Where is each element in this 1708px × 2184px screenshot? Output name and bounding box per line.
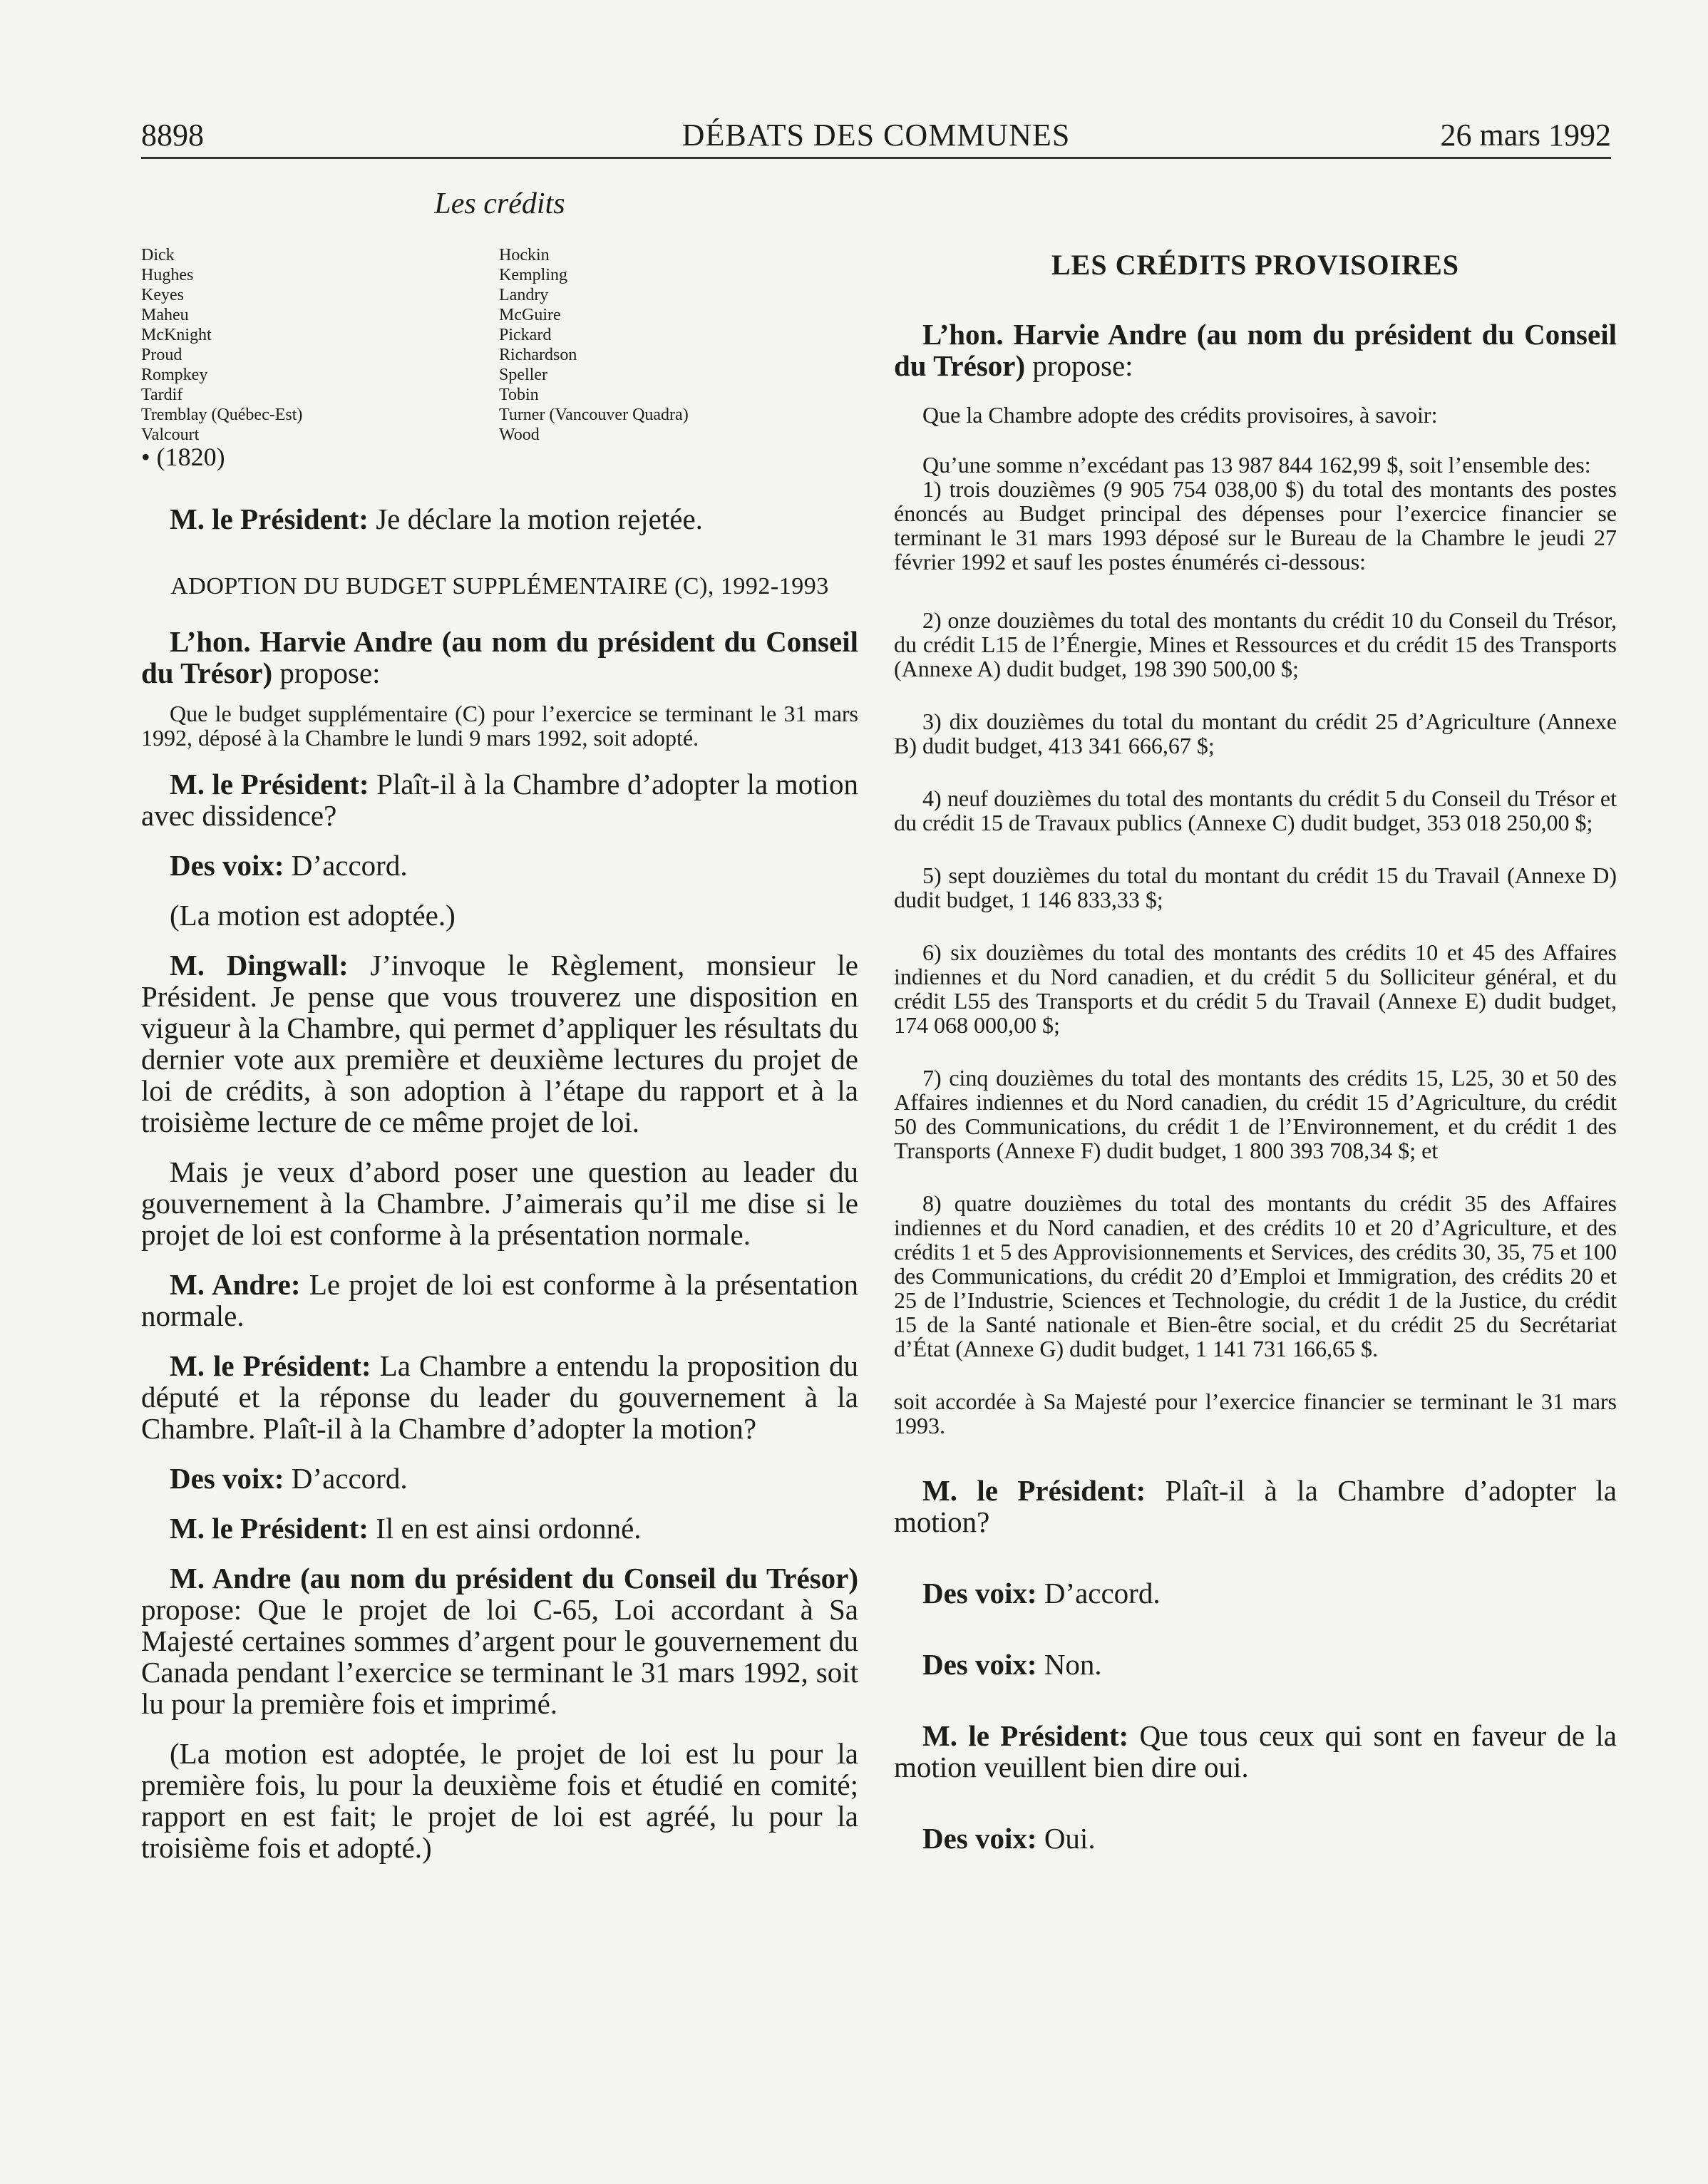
speaker: M. le Président: (170, 768, 369, 800)
speech-text: Non. (1036, 1648, 1102, 1681)
paragraph-9 (141, 1350, 858, 1444)
right-item-3: 3) dix douzièmes du total du montant du crédit 25 d’Agriculture (Annexe B) dudit budget, 413 341 666,67 $; (894, 709, 1617, 758)
vote-names (141, 187, 858, 444)
speaker: M. le Président: (170, 1512, 369, 1545)
publication-date: 26 mars 1992 (1440, 118, 1611, 153)
member-name: Keyes (141, 286, 184, 304)
member-name: Landry (499, 286, 549, 304)
speech-text: propose: (272, 656, 381, 689)
speaker: L’hon. Harvie Andre (au nom du président du Conseil du Trésor) (141, 625, 858, 689)
member-name: Tardif (141, 386, 183, 404)
speaker: M. le Président: (170, 1349, 371, 1382)
speaker: M. le Président: (922, 1474, 1146, 1507)
speaker: L’hon. Harvie Andre (au nom du président du Conseil du Trésor) (894, 318, 1617, 382)
paragraph-7: Mais je veux d’abord poser une question au leader du gouvernement à la Chambre. J’aimerais qu’il me dise si le projet de loi est conforme à la présentation normale. (141, 1155, 858, 1251)
speech-text: propose: (1025, 349, 1133, 382)
paragraph-3 (141, 768, 858, 831)
paragraph-13: (La motion est adoptée, le projet de loi est lu pour la première fois, lu pour la deuxième fois et étudié en comité; rapport en est fait; le projet de loi est agréé, lu pour la troisième fois et adopté.) (141, 1737, 858, 1864)
left-column (141, 187, 858, 1863)
member-name: McGuire (499, 306, 561, 324)
speaker: M. le Président: (922, 1719, 1129, 1752)
names-column-2 (499, 245, 689, 445)
speech-text: J’invoque le Règlement, monsieur le Président. Je pense que vous trouverez une disposition en vigueur à la Chambre, qui permet d’appliquer les résultats du dernier vote aux première et deuxième lectures du projet de loi de crédits, à son adoption à l’étape du rapport et à la troisième lecture de ce même projet de loi. (141, 949, 858, 1138)
paragraph-10 (141, 1463, 858, 1494)
right-paragraph-14 (894, 1649, 1617, 1680)
right-paragraph-grant: soit accordée à Sa Majesté pour l’exercice financier se terminant le 31 mars 1993. (894, 1389, 1617, 1438)
page-number: 8898 (141, 118, 204, 153)
right-paragraph-2: Que la Chambre adopte des crédits provisoires, à savoir: (922, 402, 1438, 428)
speaker: Des voix: (922, 1822, 1037, 1855)
right-paragraph-13 (894, 1577, 1617, 1609)
paragraph-12 (141, 1562, 858, 1719)
member-name: Richardson (499, 346, 577, 364)
paragraph-1 (141, 503, 858, 535)
member-name: Speller (499, 366, 547, 384)
section-heading: ADOPTION DU BUDGET SUPPLÉMENTAIRE (C), 1992-1993 (170, 573, 829, 599)
right-paragraph-16 (894, 1823, 1617, 1854)
speaker: M. Andre (au nom du président du Conseil du Trésor) (170, 1562, 858, 1595)
member-name: Maheu (141, 306, 189, 324)
publication-title: DÉBATS DES COMMUNES (681, 118, 1071, 153)
paragraph-8 (141, 1269, 858, 1331)
right-paragraph-1 (894, 319, 1617, 381)
speaker: Des voix: (922, 1577, 1037, 1609)
names-column-1 (141, 245, 302, 445)
speech-text: Plaît-il à la Chambre d’adopter la motion? (894, 1474, 1617, 1538)
speech-text: D’accord. (284, 1462, 408, 1495)
speaker: M. Dingwall: (170, 949, 349, 982)
speech-text: La Chambre a entendu la proposition du député et la réponse du leader du gouvernement à la Chambre. Plaît-il à la Chambre d’adopter la motion? (141, 1349, 859, 1445)
member-name: Tobin (499, 386, 539, 404)
member-name: Tremblay (Québec-Est) (141, 406, 303, 424)
member-name: Pickard (499, 326, 552, 344)
right-item-2: 2) onze douzièmes du total des montants du crédit 10 du Conseil du Trésor, du crédit L15 de l’Énergie, Mines et Ressources et du crédit 15 des Transports (Annexe A) dudit budget, 198 390 500,00 $; (894, 607, 1617, 681)
member-name: Proud (141, 346, 182, 364)
motion-quote: Que le budget supplémentaire (C) pour l’exercice se terminant le 31 mars 1992, déposé à la Chambre le lundi 9 mars 1992, soit adopté. (141, 701, 858, 751)
paragraph-4 (141, 850, 858, 881)
member-name: Wood (499, 426, 540, 444)
right-item-1: 1) trois douzièmes (9 905 754 038,00 $) du total des montants des postes énoncés au Budget principal des dépenses pour l’exercice financier se terminant le 31 mars 1993 déposé sur le Bureau de la Chambre le jeudi 27 février 1992 et sauf les postes énumérés ci-dessous: (894, 476, 1617, 575)
speech-text: D’accord. (284, 849, 408, 882)
speech-text: Je déclare la motion rejetée. (368, 503, 703, 535)
member-name: Kempling (499, 266, 567, 284)
speech-text: Que tous ceux qui sont en faveur de la motion veuillent bien dire oui. (894, 1719, 1617, 1783)
speaker: Des voix: (170, 849, 284, 882)
speech-text: propose: Que le projet de loi C-65, Loi accordant à Sa Majesté certaines sommes d’argent pour le gouvernement du Canada pendant l’exercice se terminant le 31 mars 1992, soit lu pour la première fois et imprimé. (141, 1593, 858, 1720)
time-marker: • (1820) (141, 443, 225, 471)
paragraph-2 (141, 626, 858, 689)
right-heading: LES CRÉDITS PROVISOIRES (1051, 249, 1460, 281)
right-item-6: 6) six douzièmes du total des montants des crédits 10 et 45 des Affaires indiennes et du Nord canadien, et du crédit 5 du Solliciteur général, et du crédit L55 des Transports et du crédit 5 du Travail (Annexe E) dudit budget, 174 068 000,00 $; (894, 939, 1617, 1038)
member-name: Hughes (141, 266, 194, 284)
credits-title: Les crédits (434, 187, 565, 220)
speech-text: Oui. (1036, 1822, 1096, 1855)
speech-text: Il en est ainsi ordonné. (368, 1512, 642, 1545)
speaker: Des voix: (170, 1462, 284, 1495)
member-name: McKnight (141, 326, 212, 344)
speech-text: Plaît-il à la Chambre d’adopter la motion avec dissidence? (141, 768, 858, 832)
right-paragraph-15 (894, 1720, 1617, 1783)
paragraph-5: (La motion est adoptée.) (170, 899, 456, 932)
member-name: Turner (Vancouver Quadra) (499, 406, 689, 424)
right-paragraph-3: Qu’une somme n’excédant pas 13 987 844 162,99 $, soit l’ensemble des: (922, 452, 1591, 478)
right-item-8: 8) quatre douzièmes du total des montants du crédit 35 des Affaires indiennes et du Nord canadien, et des crédits 10 et 20 d’Agriculture, et des crédits 1 et 5 des Approvisionnements et Services, des crédits 30, 35, 75 et 100 des Communications, du crédit 20 d’Emploi et Immigration, des crédits 20 et 25 de l’Industrie, Sciences et Technologie, du crédit 1 de la Justice, du crédit 15 de la Santé nationale et Bien-être social, et du crédit 25 du Secrétariat d’État (Annexe G) dudit budget, 1 141 731 166,65 $. (894, 1190, 1617, 1361)
right-column (894, 187, 1617, 1854)
speaker: M. le Président: (170, 503, 369, 535)
right-item-7: 7) cinq douzièmes du total des montants des crédits 15, L25, 30 et 50 des Affaires indiennes et du Nord canadien, du crédit 15 d’Agriculture, du crédit 50 des Communications, du crédit 1 de l’Environnement, et du crédit 1 des Transports (Annexe F) dudit budget, 1 800 393 708,34 $; et (894, 1065, 1617, 1163)
member-name: Rompkey (141, 366, 208, 384)
member-name: Dick (141, 246, 175, 264)
right-item-5: 5) sept douzièmes du total du montant du crédit 15 du Travail (Annexe D) dudit budget, 1 146 833,33 $; (894, 862, 1617, 912)
speaker: Des voix: (922, 1648, 1037, 1681)
speech-text: Le projet de loi est conforme à la présentation normale. (141, 1268, 858, 1332)
paragraph-11 (141, 1513, 858, 1544)
speech-text: D’accord. (1036, 1577, 1161, 1609)
page-header (141, 111, 1611, 155)
speaker: M. Andre: (170, 1268, 301, 1301)
member-name: Hockin (499, 246, 550, 264)
paragraph-6 (141, 949, 858, 1138)
right-item-4: 4) neuf douzièmes du total des montants du crédit 5 du Conseil du Trésor et du crédit 15 de Travaux publics (Annexe C) dudit budget, 353 018 250,00 $; (894, 785, 1617, 835)
right-paragraph-12 (894, 1475, 1617, 1537)
member-name: Valcourt (141, 426, 200, 444)
header-rule (141, 157, 1611, 159)
